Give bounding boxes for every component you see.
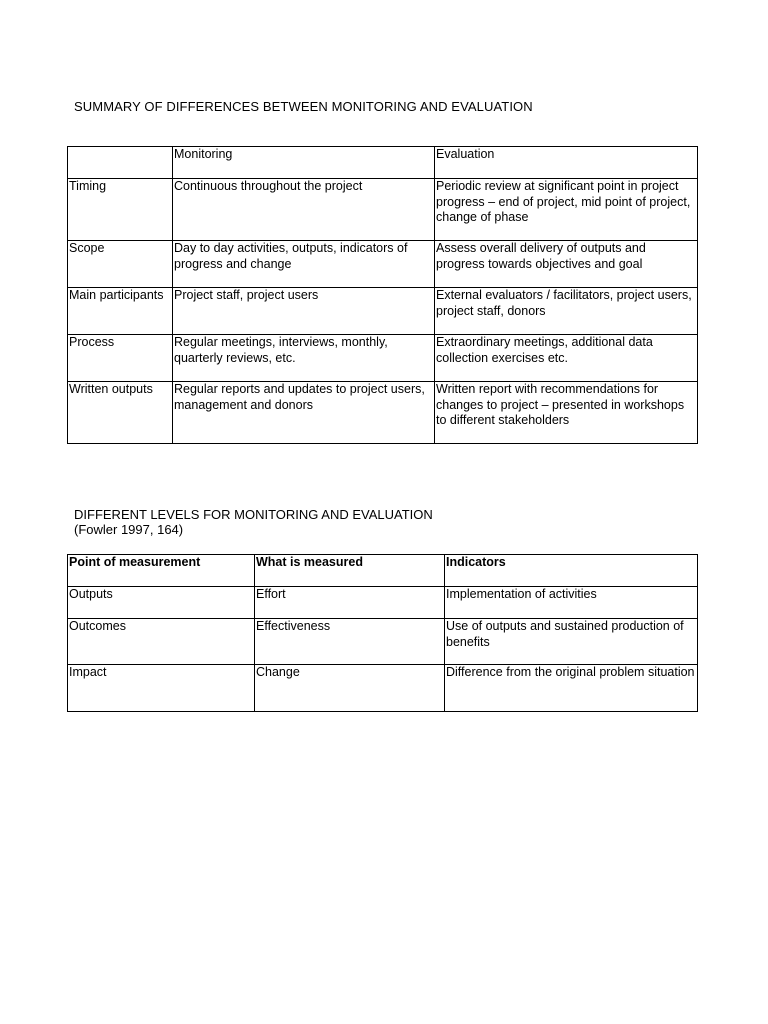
row-label: Main participants xyxy=(68,288,173,335)
row-label: Process xyxy=(68,335,173,382)
measured-cell: Change xyxy=(255,665,445,712)
table-row xyxy=(68,335,698,382)
table-row xyxy=(68,288,698,335)
indicators-cell: Implementation of activities xyxy=(445,587,698,619)
levels-citation: (Fowler 1997, 164) xyxy=(74,522,184,537)
table-row xyxy=(68,179,698,241)
summary-table xyxy=(67,146,698,444)
measured-cell: Effort xyxy=(255,587,445,619)
table-row xyxy=(68,382,698,444)
evaluation-cell: External evaluators / facilitators, project users, project staff, donors xyxy=(435,288,698,335)
table-row xyxy=(68,665,698,712)
table-row xyxy=(68,241,698,288)
summary-title: SUMMARY OF DIFFERENCES BETWEEN MONITORING AND EVALUATION xyxy=(74,99,533,114)
header-cell: Indicators xyxy=(445,555,698,587)
row-label: Timing xyxy=(68,179,173,241)
levels-table xyxy=(67,554,698,712)
evaluation-cell: Assess overall delivery of outputs and progress towards objectives and goal xyxy=(435,241,698,288)
point-cell: Impact xyxy=(68,665,255,712)
measured-cell: Effectiveness xyxy=(255,619,445,665)
monitoring-cell: Regular meetings, interviews, monthly, quarterly reviews, etc. xyxy=(173,335,435,382)
header-cell: Monitoring xyxy=(173,147,435,179)
table-header-row xyxy=(68,147,698,179)
evaluation-cell: Extraordinary meetings, additional data collection exercises etc. xyxy=(435,335,698,382)
point-cell: Outcomes xyxy=(68,619,255,665)
monitoring-cell: Day to day activities, outputs, indicators of progress and change xyxy=(173,241,435,288)
monitoring-cell: Continuous throughout the project xyxy=(173,179,435,241)
table-row xyxy=(68,587,698,619)
indicators-cell: Use of outputs and sustained production of benefits xyxy=(445,619,698,665)
monitoring-cell: Regular reports and updates to project users, management and donors xyxy=(173,382,435,444)
table-row xyxy=(68,619,698,665)
row-label: Written outputs xyxy=(68,382,173,444)
point-cell: Outputs xyxy=(68,587,255,619)
header-cell: What is measured xyxy=(255,555,445,587)
row-label: Scope xyxy=(68,241,173,288)
header-cell: Point of measurement xyxy=(68,555,255,587)
header-cell: Evaluation xyxy=(435,147,698,179)
table-header-row xyxy=(68,555,698,587)
header-cell xyxy=(68,147,173,179)
levels-title: DIFFERENT LEVELS FOR MONITORING AND EVALUATION xyxy=(74,507,433,522)
evaluation-cell: Written report with recommendations for changes to project – presented in workshops to different stakeholders xyxy=(435,382,698,444)
evaluation-cell: Periodic review at significant point in project progress – end of project, mid point of project, change of phase xyxy=(435,179,698,241)
monitoring-cell: Project staff, project users xyxy=(173,288,435,335)
indicators-cell: Difference from the original problem situation xyxy=(445,665,698,712)
